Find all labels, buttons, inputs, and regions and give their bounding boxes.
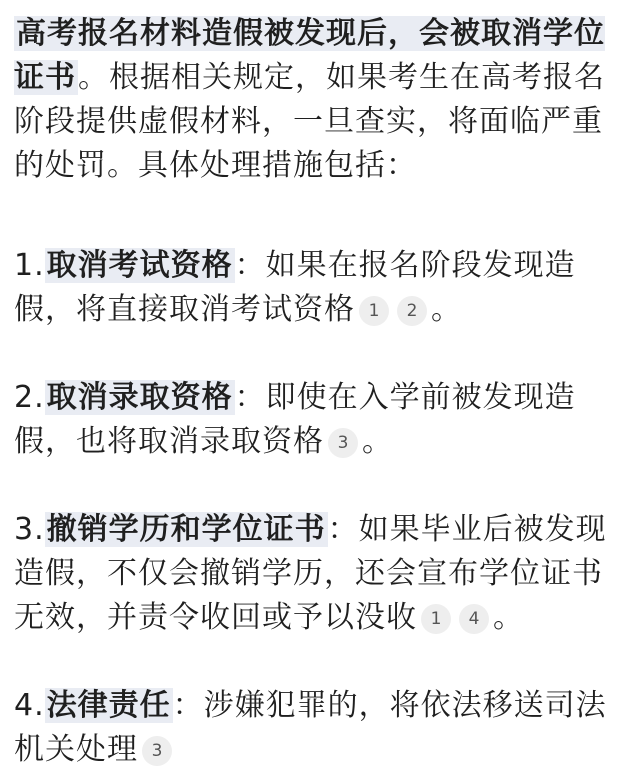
citation-badge[interactable]: 4 <box>459 604 489 634</box>
intro-highlight: 高考报名材料造假被发现后，会被取消学位证书 <box>14 16 605 95</box>
item-number: 3. <box>14 512 45 547</box>
item-title: 法律责任 <box>46 688 171 723</box>
item-text: ：涉嫌犯罪的，将依法移送司法机关处理 <box>14 688 607 767</box>
item-text: ：如果毕业后被发现造假，不仅会撤销学历，还会宣布学位证书无效，并责令收回或予以没收 <box>14 512 607 635</box>
list-item-1 <box>14 244 630 332</box>
citation-badge[interactable]: 1 <box>421 604 451 634</box>
item-end: 。 <box>431 292 462 327</box>
citation-badge[interactable]: 1 <box>359 296 389 326</box>
item-title: 取消录取资格 <box>46 380 233 415</box>
list-item-4 <box>14 684 630 772</box>
item-number: 2. <box>14 380 45 415</box>
list-item-3 <box>14 508 630 640</box>
citation-badge[interactable]: 3 <box>328 428 358 458</box>
item-title: 撤销学历和学位证书 <box>46 512 326 547</box>
item-number: 4. <box>14 688 45 723</box>
item-text: ：即使在入学前被发现造假，也将取消录取资格 <box>14 380 576 459</box>
item-end: 。 <box>362 424 393 459</box>
item-title: 取消考试资格 <box>46 248 233 283</box>
item-number: 1. <box>14 248 45 283</box>
intro-paragraph <box>14 12 630 212</box>
item-text: ：如果在报名阶段发现造假，将直接取消考试资格 <box>14 248 576 327</box>
citation-badge[interactable]: 3 <box>142 736 172 766</box>
intro-text: 。根据相关规定，如果考生在高考报名阶段提供虚假材料，一旦查实，将面临严重的处罚。具体处理措施包括： <box>14 60 605 183</box>
citation-badge[interactable]: 2 <box>397 296 427 326</box>
article-content <box>14 12 630 767</box>
list-item-2 <box>14 376 630 464</box>
item-end: 。 <box>493 600 524 635</box>
